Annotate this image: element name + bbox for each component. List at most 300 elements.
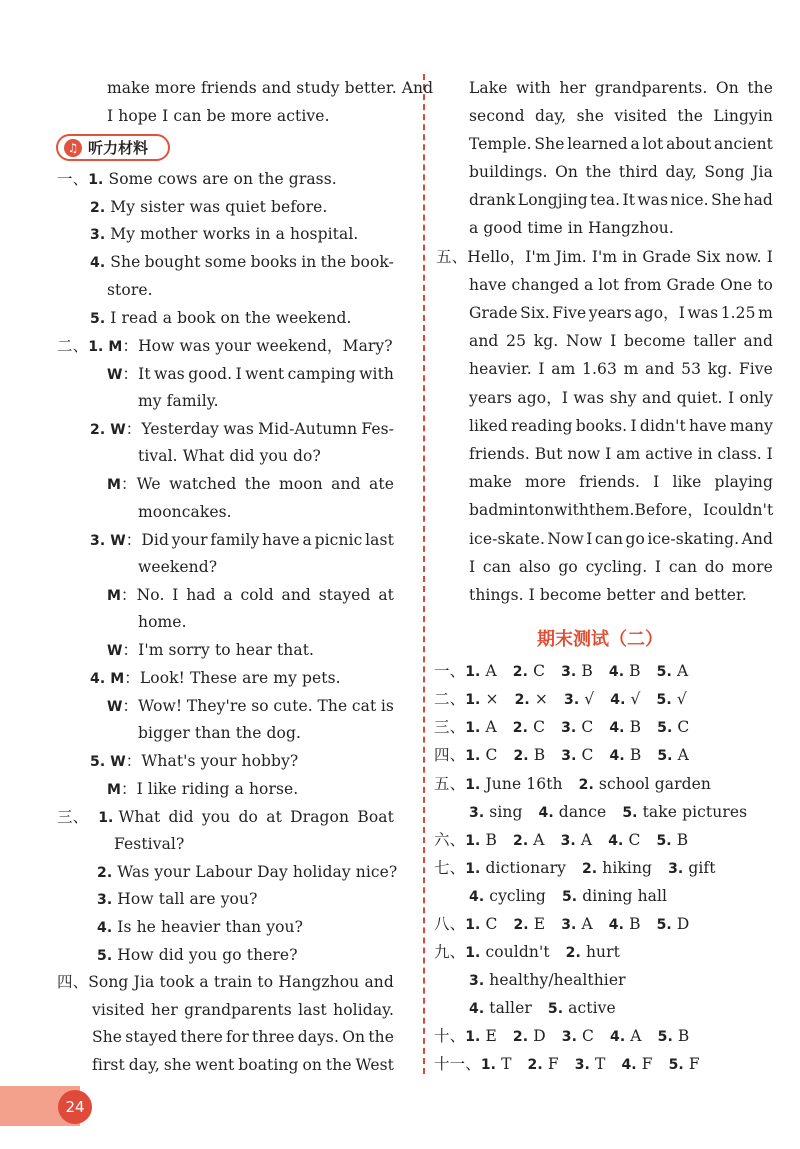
word: Boat [357, 808, 394, 826]
word: I [469, 558, 476, 576]
item-number: 5. [622, 805, 638, 821]
word: I [172, 586, 179, 604]
word: with [359, 365, 394, 383]
line-head [469, 134, 532, 154]
line-head [97, 918, 112, 936]
word: and [364, 973, 394, 991]
item-number: 1. [88, 172, 104, 188]
item-number: 4. [608, 917, 625, 933]
text-line [107, 696, 394, 717]
answer-row [434, 830, 688, 851]
word: lot [598, 276, 620, 294]
line-head [469, 303, 518, 323]
word: about [666, 135, 712, 153]
text-line [469, 359, 773, 379]
line-text: Festival? [114, 835, 185, 853]
word: second [469, 107, 525, 125]
word: grandparents [184, 1001, 292, 1019]
word: there [180, 1028, 223, 1046]
line-text: weekend? [138, 558, 218, 576]
item-number: 1. [465, 664, 481, 680]
answer-value: T [496, 1055, 512, 1073]
answer-value: C [623, 831, 641, 849]
answer-value: C [528, 718, 546, 736]
word: book- [350, 253, 394, 271]
answer-value: taller [484, 999, 532, 1017]
word: shy [609, 389, 637, 407]
word: Grade [642, 248, 691, 266]
word: for [226, 1028, 249, 1046]
word: cycling. [585, 558, 648, 576]
word: go [558, 558, 578, 576]
answer-value: C [576, 746, 594, 764]
line-head [469, 78, 508, 98]
badge-label: 听力材料 [88, 139, 149, 157]
line-text: My mother works in a hospital. [105, 225, 359, 243]
item-number: 5. [90, 311, 106, 327]
line-head [469, 190, 515, 210]
word: the [320, 253, 347, 271]
word: She [105, 253, 141, 271]
line-text: Was your Labour Day holiday nice? [112, 863, 398, 881]
item-number: 3. [561, 664, 577, 680]
text-line [469, 557, 773, 577]
word: Fes- [361, 420, 394, 438]
item-number: 3. [469, 805, 485, 821]
word: She [92, 1028, 123, 1046]
word: Jia [133, 973, 155, 991]
word: The [317, 697, 348, 715]
line-text: ：Look! These are my pets. [124, 669, 341, 687]
word: Song [704, 163, 745, 181]
item-number: 2. [512, 664, 529, 680]
item-number: 1. [465, 917, 481, 933]
text-line [469, 472, 773, 492]
word: have [262, 531, 300, 549]
word: good. [188, 365, 233, 383]
answer-value: √ [579, 690, 595, 708]
text-line [469, 162, 773, 182]
text-line [97, 945, 298, 966]
word: ice-skating. [647, 530, 740, 548]
word: the [747, 79, 773, 97]
word: bought [144, 253, 201, 271]
word: I [538, 360, 545, 378]
item-number: 4. [610, 1029, 626, 1045]
text-line [138, 502, 232, 522]
word: can [482, 558, 512, 576]
line-head [90, 198, 105, 216]
answer-value: dictionary [480, 859, 566, 877]
word: I [654, 558, 662, 576]
text-line [469, 388, 773, 408]
text-line [90, 308, 352, 329]
word: day, [665, 163, 697, 181]
word: some [204, 253, 247, 271]
word: go [625, 530, 645, 548]
word: boating [238, 1056, 299, 1074]
word: do [238, 808, 258, 826]
word: was [637, 191, 669, 209]
answer-row [469, 970, 626, 991]
answer-value: healthy/healthier [484, 971, 626, 989]
word: went [195, 1056, 235, 1074]
word: you [201, 808, 231, 826]
item-number: 5. [657, 720, 673, 736]
answer-value: A [480, 662, 497, 680]
word: drank [469, 191, 516, 209]
answer-value: √ [671, 690, 687, 708]
line-head [92, 1055, 125, 1075]
answer-value: C [672, 718, 690, 736]
item-number: 5. [657, 748, 673, 764]
word: am [616, 445, 641, 463]
word: train [213, 973, 253, 991]
item-number: 4. [609, 748, 625, 764]
item-number: 2. [581, 861, 598, 877]
word: 53 [681, 360, 702, 378]
word: 25 [506, 332, 527, 350]
answer-value: A [672, 746, 689, 764]
answer-row [434, 858, 716, 879]
word: cute. [273, 697, 313, 715]
line-text: I hope I can be more active. [107, 107, 330, 125]
word: was [687, 304, 719, 322]
word: But [534, 445, 563, 463]
item-number: 4. [609, 720, 625, 736]
line-text: bigger than the dog. [138, 724, 302, 742]
word: Hangzhou [278, 973, 360, 991]
answer-value: sing [484, 803, 523, 821]
text-line [57, 336, 393, 357]
line-text: make more friends and study better. And [107, 79, 434, 97]
word: Jia [752, 163, 773, 181]
answer-value: A [575, 831, 593, 849]
answer-value: couldn't [480, 943, 550, 961]
line-head [436, 247, 551, 267]
answer-value: B [624, 662, 641, 680]
item-number: 5. [656, 917, 672, 933]
text-line [57, 807, 394, 828]
word: kg. [707, 360, 733, 378]
word: She [711, 191, 742, 209]
word: do [704, 558, 725, 576]
text-line [107, 280, 153, 300]
line-head [90, 252, 140, 273]
word: I [653, 473, 660, 491]
word: now. [725, 248, 762, 266]
column-divider [423, 74, 425, 1074]
answer-value: × [480, 690, 499, 708]
item-number: M [107, 588, 122, 604]
line-head [90, 530, 169, 551]
section-number: 一、 [434, 662, 466, 680]
item-number: 1. [465, 777, 481, 793]
word: and [281, 586, 311, 604]
line-text: home. [138, 613, 187, 631]
answer-row [434, 661, 688, 682]
text-line [90, 224, 358, 245]
answer-value: C [528, 662, 546, 680]
word: more [525, 473, 567, 491]
word: books [250, 253, 298, 271]
word: Hello，I'm [467, 248, 551, 266]
word: took [159, 973, 195, 991]
section-number: 五、 [436, 248, 468, 266]
line-text: Is he heavier than you? [112, 918, 304, 936]
line-head [90, 225, 105, 243]
word: make [469, 473, 512, 491]
item-number: M [107, 782, 122, 798]
word: she [163, 1056, 192, 1074]
answer-value: C [577, 1027, 595, 1045]
text-line [107, 364, 394, 385]
answer-value: A [576, 915, 593, 933]
word: had [743, 191, 773, 209]
line-text: a good time in Hangzhou. [469, 219, 674, 237]
word: a [223, 586, 233, 604]
word: a [302, 531, 312, 549]
word: Grade [666, 276, 716, 294]
line-head [57, 972, 128, 992]
word: Dragon [290, 808, 350, 826]
item-number: 1. [98, 810, 114, 826]
answer-value: √ [625, 690, 641, 708]
section-number: 八、 [434, 915, 466, 933]
word: friends. [469, 445, 530, 463]
word: a [630, 135, 640, 153]
word: and [331, 475, 361, 493]
answer-row [434, 717, 689, 738]
section-number: 六、 [434, 831, 466, 849]
answer-value: hurt [580, 943, 620, 961]
text-line [90, 419, 394, 440]
item-number: 2. [565, 945, 581, 961]
item-number: 3. [469, 973, 485, 989]
line-head [90, 309, 105, 327]
word: become [624, 332, 686, 350]
item-number: 4. [608, 833, 624, 849]
word: a [199, 973, 209, 991]
text-line [90, 751, 298, 772]
word: I [630, 417, 637, 435]
word: last [365, 531, 394, 549]
word: in [622, 248, 638, 266]
text-line [469, 106, 773, 126]
word: m [758, 304, 773, 322]
item-number: 4. [621, 1057, 637, 1073]
item-number: 4. [90, 255, 106, 271]
line-head [57, 807, 160, 828]
answer-value: C [480, 746, 498, 764]
word: is [380, 697, 394, 715]
word: your [171, 531, 208, 549]
word: On [555, 163, 578, 181]
line-head [107, 696, 182, 717]
item-number: 5. [668, 1057, 684, 1073]
answer-value: E [528, 915, 546, 933]
word: taller [693, 332, 736, 350]
word: moon [278, 475, 323, 493]
word: in [697, 445, 713, 463]
word: a [584, 276, 594, 294]
word: tea. [590, 191, 621, 209]
word: stayed [318, 586, 371, 604]
word: was [573, 389, 605, 407]
word: more [731, 558, 773, 576]
answer-value: school garden [593, 775, 712, 793]
word: ：Wow! [122, 697, 183, 715]
text-line [138, 391, 219, 411]
word: picnic [314, 531, 363, 549]
text-line [97, 889, 257, 910]
word: kg. [533, 332, 559, 350]
answer-value: B [624, 915, 641, 933]
word: ：Yesterday [125, 420, 220, 438]
line-head [107, 364, 151, 385]
word: On [715, 79, 739, 97]
word: Grade [469, 304, 518, 322]
answer-value: gift [683, 859, 716, 877]
item-number: 2. [513, 917, 529, 933]
word: stayed [125, 1028, 178, 1046]
word: and [641, 389, 672, 407]
word: active [645, 445, 693, 463]
answer-value: B [624, 718, 642, 736]
line-head [107, 474, 161, 495]
word: learned [567, 135, 628, 153]
answer-row [434, 942, 620, 963]
text-line [469, 78, 773, 98]
answer-value: A [625, 1027, 642, 1045]
text-line [57, 169, 337, 190]
item-number: 2. [513, 748, 529, 764]
word: ago，I [634, 304, 685, 322]
word: Lake [469, 79, 508, 97]
text-line [469, 500, 773, 520]
line-text: store. [107, 281, 153, 299]
item-number: 5. [656, 664, 672, 680]
text-line [107, 585, 394, 606]
item-number: 5. [547, 1001, 564, 1017]
word: them. [589, 501, 635, 519]
answer-value: B [672, 1027, 690, 1045]
line-text: my family. [138, 392, 219, 410]
text-line [469, 134, 773, 154]
word: Six [696, 248, 721, 266]
text-line [97, 917, 303, 938]
answer-value: dining hall [577, 887, 668, 905]
word: Before，I [634, 501, 710, 519]
word: her [150, 1001, 178, 1019]
word: like [672, 473, 702, 491]
word: years [588, 304, 632, 322]
listening-material-badge [56, 134, 170, 161]
answer-value: F [636, 1055, 653, 1073]
item-number: 1. [465, 861, 481, 877]
answer-row [434, 1026, 689, 1047]
line-text: My sister was quiet before. [105, 198, 328, 216]
word: books. [575, 417, 628, 435]
word: ate [369, 475, 394, 493]
word: lot [642, 135, 664, 153]
section-number: 三、 [57, 808, 89, 826]
word: three [252, 1028, 295, 1046]
answer-value: A [528, 831, 545, 849]
word: watched [169, 475, 237, 493]
answer-value: B [671, 831, 689, 849]
answer-value: take pictures [637, 803, 748, 821]
word: changed [511, 276, 580, 294]
item-number: 2. [578, 777, 594, 793]
item-number: 5. [657, 1029, 673, 1045]
word: I [605, 445, 612, 463]
answer-value: active [563, 999, 616, 1017]
word: with [516, 79, 551, 97]
word: liked [469, 417, 508, 435]
item-number: 3. [561, 1029, 578, 1045]
item-number: W [107, 699, 123, 715]
word: I [766, 445, 773, 463]
line-head [57, 337, 122, 355]
word: Now [565, 332, 603, 350]
item-number: 2. [512, 1029, 529, 1045]
word: to [257, 973, 274, 991]
line-head [57, 170, 103, 188]
answer-value: dance [553, 803, 607, 821]
word: ：It [122, 365, 151, 383]
section-number: 四、 [434, 746, 466, 764]
word: I [727, 389, 735, 407]
line-text: ：I like riding a horse. [121, 780, 299, 798]
item-number: 1. [465, 833, 481, 849]
item-number: 1. M [88, 339, 123, 355]
line-head [469, 106, 525, 126]
section-number: 十一、 [434, 1055, 481, 1073]
word: And [741, 530, 773, 548]
word: It [622, 191, 636, 209]
line-text: Some cows are on the grass. [103, 170, 337, 188]
item-number: 2. [513, 833, 529, 849]
text-line [469, 416, 773, 436]
section-title: 期末测试（二） [537, 629, 663, 650]
word: What [113, 808, 161, 826]
word: Longjing [517, 191, 588, 209]
line-head [90, 669, 124, 687]
answer-row [434, 774, 711, 795]
line-text: I read a book on the weekend. [105, 309, 352, 327]
word: was [223, 420, 254, 438]
section-number: 九、 [434, 943, 466, 961]
item-number: 2. W [90, 422, 126, 438]
item-number: 5. [561, 889, 578, 905]
text-line [92, 1055, 394, 1075]
item-number: 5. [97, 948, 113, 964]
line-head [92, 1000, 145, 1020]
text-line [469, 190, 773, 210]
line-head [97, 863, 112, 881]
word: I [586, 530, 593, 548]
item-number: 3. [574, 1057, 590, 1073]
word: On [342, 1028, 366, 1046]
text-line [469, 218, 674, 238]
answer-value: C [576, 718, 594, 736]
word: cat [351, 697, 377, 715]
word: had [186, 586, 216, 604]
item-number: W [107, 643, 123, 659]
text-line [469, 444, 773, 464]
answer-value: F [683, 1055, 700, 1073]
